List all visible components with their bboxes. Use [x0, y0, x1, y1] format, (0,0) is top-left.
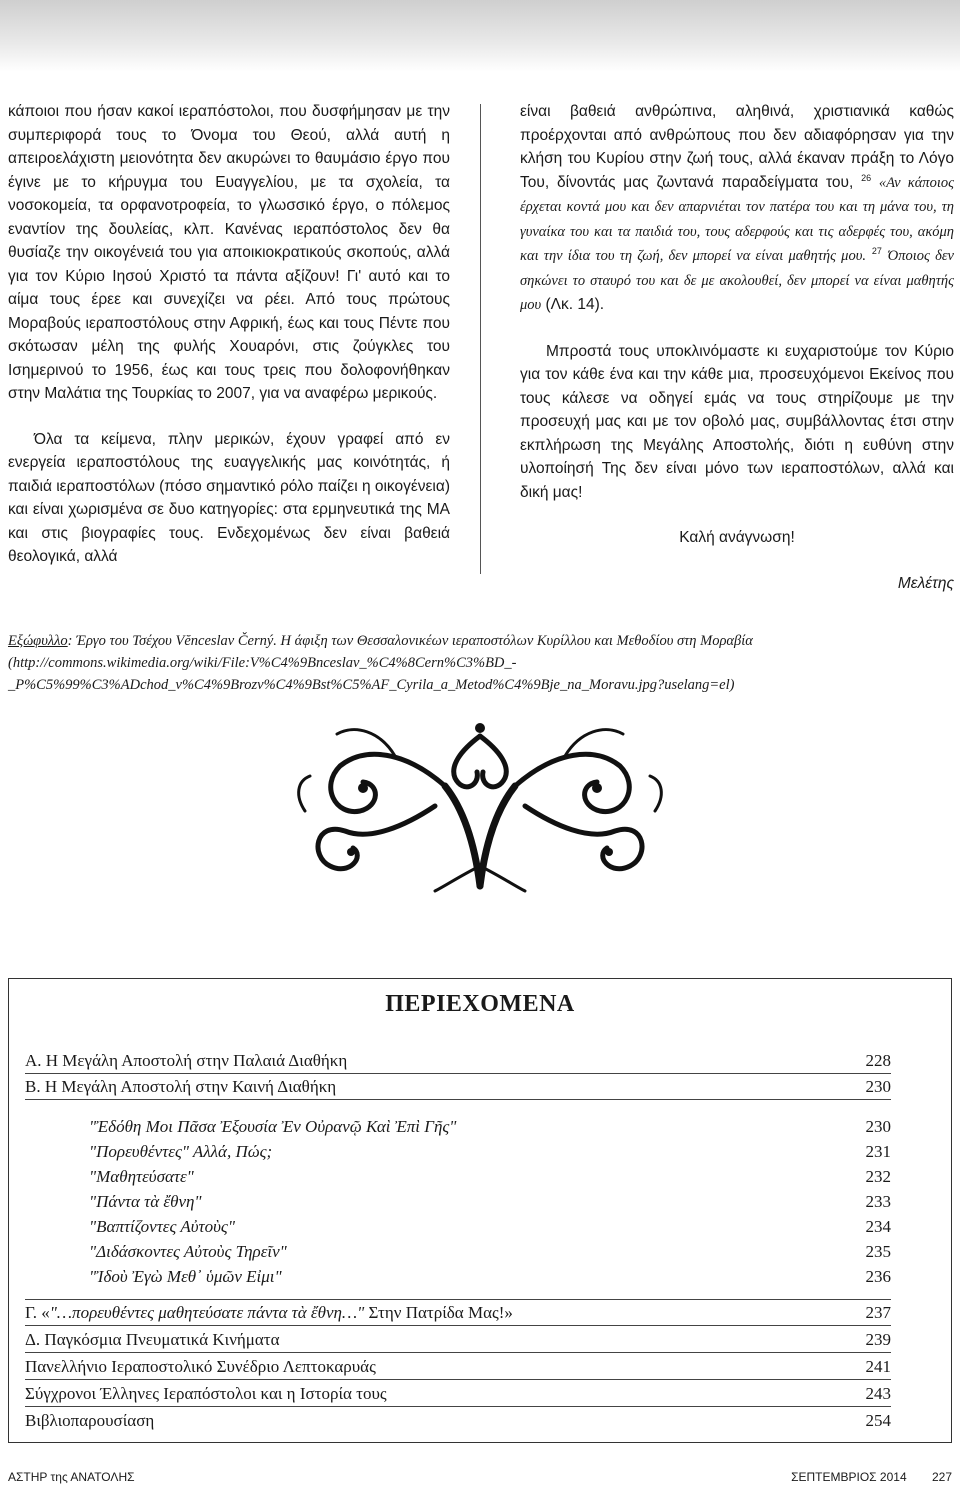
toc-subentry-page: 232 — [865, 1167, 891, 1186]
right-paragraph-1-text: είναι βαθειά ανθρώπινα, αληθινά, χριστιανικά καθώς προέρχονται από ανθρώπους που δεν αδιαφόρησαν για την κλήση του Κυρίου στην ζωή τους, αλλά έκαναν πράξη το Λόγο Του, δίνοντάς μας ζωντανά παραδείγματα του, — [520, 103, 954, 191]
right-paragraph-1 — [520, 100, 954, 318]
top-shade — [0, 0, 960, 72]
verse-26-quote: «Αν κάποιος έρχεται κοντά μου και δεν απαρνιέται τον πατέρα του και τη μάνα του, τη γυναίκα του και τα παιδιά του, τους αδερφούς και τις αδερφές του, ακόμη και την ίδια του τη ζωή, δεν μπορεί να είναι μαθητής μου. — [520, 174, 954, 264]
toc-subentry-label: "Ἐδόθη Μοι Πᾶσα Ἐξουσία Ἐν Οὐρανῷ Καὶ Ἐπὶ Γῆς" — [89, 1117, 457, 1136]
toc-entry-label: Βιβλιοπαρουσίαση — [25, 1411, 155, 1430]
greeting: Καλή ανάγνωση! — [679, 529, 795, 546]
left-column — [8, 100, 450, 569]
verse-27-quote: Όποιος δεν σηκώνει το σταυρό του και δε με ακολουθεί, δεν μπορεί να είναι μαθητής μου — [520, 248, 954, 313]
toc-entry-c[interactable] — [25, 1301, 891, 1325]
toc-rule — [25, 1406, 891, 1407]
toc-subentry[interactable] — [89, 1240, 891, 1264]
right-column — [520, 100, 954, 595]
toc-subentry[interactable] — [89, 1190, 891, 1214]
toc-entry-page: 239 — [865, 1330, 891, 1349]
toc-rule — [25, 1099, 891, 1100]
toc-subentry-label: "Βαπτίζοντες Αὐτοὺς" — [89, 1217, 235, 1236]
toc-subentry[interactable] — [89, 1215, 891, 1239]
toc-entry-label: Δ. Παγκόσμια Πνευματικά Κινήματα — [25, 1330, 280, 1349]
verse-26-number: 26 — [861, 172, 872, 183]
toc-entry-d[interactable] — [25, 1328, 891, 1352]
toc-subentry-label: "Μαθητεύσατε" — [89, 1167, 194, 1186]
cover-credit — [8, 630, 954, 696]
toc-subentry-label: "Πάντα τὰ ἔθνη" — [89, 1192, 202, 1211]
toc-entry-label: Β. Η Μεγάλη Αποστολή στην Καινή Διαθήκη — [25, 1077, 337, 1096]
toc-rule — [25, 1379, 891, 1380]
toc-subentry-page: 233 — [865, 1192, 891, 1211]
left-paragraph-1: κάποιοι που ήσαν κακοί ιεραπόστολοι, που δυσφήμησαν με την συμπεριφορά τους το Όνομα του Θεού, αλλά αυτή η απειροελάχιστη μειονότητα δεν ακυρώνει το θαυμάσιο έργο που έγινε με το κήρυγμα του Ευαγγελίου, με τα σχολεία, τα νοσοκομεία, τα ορφανοτροφεία, το γλωσσικό έργο, ο πόλεμος εναντίον της δουλείας, κλπ. Κανένας ιεραπόστολος δεν θα θυσίαζε την οικογένειά του για αποικιοκρατικούς σκοπούς, αλλά για τον Κύριο Ιησού Χριστό τα πάντα αξίζουν! Γι' αυτό και το αίμα τους έρεε και συνεχίζει να ρέει. Από τους πρώτους Μοραβούς ιεραποστόλους στην Αφρική, έως και τους Πέντε που σκότωσαν μέλη της φυλής Χουαρόνι, στις ζούγκλες του Ισημερινού το 1956, έως και τους τρεις που δολοφονήθηκαν στην Μαλάτια της Τουρκίας το 2007, για να αναφέρω μερικούς. — [8, 103, 450, 402]
contents-title: ΠΕΡΙΕΧΟΜΕΝΑ — [385, 991, 575, 1017]
cover-credit-text: : Έργο του Τσέχου Vĕnceslav Černý. Η άφιξη των Θεσσαλονικέων ιεραποστόλων Κυρίλλου και Μεθοδίου στη Μοραβία (http://commons.wikimedia.org/wiki/File:V%C4%9Bnceslav_%C4%8Cern%C3%BD_-_P%C5%99%C3%ADchod_v%C4%9Brozv%C4%9Bst%C5%AF_Cyrila_a_Metod%C4%9Bje_na_Moravu.jpg?uselang=el) — [8, 633, 753, 693]
magazine-name: ΑΣΤΗΡ της ΑΝΑΤΟΛΗΣ — [8, 1470, 135, 1484]
toc-rule — [25, 1352, 891, 1353]
page-number: 227 — [931, 1470, 952, 1484]
toc-subentry[interactable] — [89, 1265, 891, 1289]
toc-subentry[interactable] — [89, 1165, 891, 1189]
toc-entry-page: 254 — [865, 1411, 891, 1430]
toc-entry-label: Σύγχρονοι Έλληνες Ιεραπόστολοι και η Ιστορία τους — [25, 1384, 387, 1403]
toc-entry-page: 241 — [865, 1357, 891, 1376]
issue-date: ΣΕΠΤΕΜΒΡΙΟΣ 2014 — [791, 1470, 907, 1484]
toc-entry-page: 237 — [865, 1303, 891, 1322]
toc-subentry-label: "Πορευθέντες" Αλλά, Πώς; — [89, 1142, 273, 1161]
signature: Μελέτης — [897, 574, 954, 592]
toc-entry-label: Α. Η Μεγάλη Αποστολή στην Παλαιά Διαθήκη — [25, 1051, 348, 1070]
toc-subentry-page: 230 — [865, 1117, 891, 1136]
toc-subentry-page: 235 — [865, 1242, 891, 1261]
left-paragraph-2: Όλα τα κείμενα, πλην μερικών, έχουν γραφεί από εν ενεργεία ιεραποστόλους της ευαγγελικής μας κοινότητάς, ή παιδιά ιεραποστόλων (πόσο σημαντικό ρόλο παίζει η οικογένεια) και είναι χωρισμένα σε δυο κατηγορίες: στα ερμηνευτικά της ΜΑ και στις βιογραφίες τους. Ενδεχομένως δεν είναι βαθειά θεολογικά, αλλά — [8, 430, 450, 565]
scripture-reference: (Λκ. 14). — [545, 296, 605, 313]
toc-rule — [25, 1299, 891, 1300]
toc-subentry[interactable] — [89, 1115, 891, 1139]
cover-credit-label: Εξώφυλλο — [8, 633, 68, 649]
toc-entry-label: Γ. «"…πορευθέντες μαθητεύσατε πάντα τὰ ἔθνη…" Στην Πατρίδα Μας!» — [25, 1303, 513, 1322]
toc-rule — [25, 1325, 891, 1326]
toc-entry-congress[interactable] — [25, 1355, 891, 1379]
toc-subentry-label: "Διδάσκοντες Αὐτοὺς Τηρεῖν" — [89, 1242, 287, 1261]
toc-subentry-label: "Ἰδοὺ Ἐγὼ Μεθ᾿ ὑμῶν Εἰμι" — [89, 1267, 282, 1286]
toc-entry-missionaries[interactable] — [25, 1382, 891, 1406]
right-paragraph-2: Μπροστά τους υποκλινόμαστε κι ευχαριστούμε τον Κύριο για τον κάθε ένα και την κάθε μια, προσευχόμενοι Εκείνος που τους κάλεσε να οδηγεί εμάς να τους στηρίζουμε με την προσευχή μας και με τον οβολό μας, συμβάλλοντας έτσι στην εκπλήρωση της Μεγάλης Αποστολής, διότι η ευθύνη στην υλοποίησή Της δεν είναι μόνο των ιεραποστόλων, αλλά και δική μας! — [520, 342, 954, 501]
toc-entry-a[interactable] — [25, 1049, 891, 1073]
toc-entry-page: 243 — [865, 1384, 891, 1403]
toc-rule — [25, 1073, 891, 1074]
toc-entry-page: 230 — [865, 1077, 891, 1096]
toc-entry-b[interactable] — [25, 1075, 891, 1099]
page-footer — [8, 1470, 952, 1484]
toc-entry-label: Πανελλήνιο Ιεραποστολικό Συνέδριο Λεπτοκαρυάς — [25, 1357, 376, 1376]
toc-subentry-page: 236 — [865, 1267, 891, 1286]
toc-subentry[interactable] — [89, 1140, 891, 1164]
toc-subentry-page: 231 — [865, 1142, 891, 1161]
verse-27-number: 27 — [871, 245, 882, 256]
contents-box — [8, 978, 952, 1443]
toc-entry-page: 228 — [865, 1051, 891, 1070]
column-divider — [480, 104, 481, 574]
toc-entry-books[interactable] — [25, 1409, 891, 1433]
decorative-ornament-icon — [285, 716, 675, 896]
toc-subentry-page: 234 — [865, 1217, 891, 1236]
